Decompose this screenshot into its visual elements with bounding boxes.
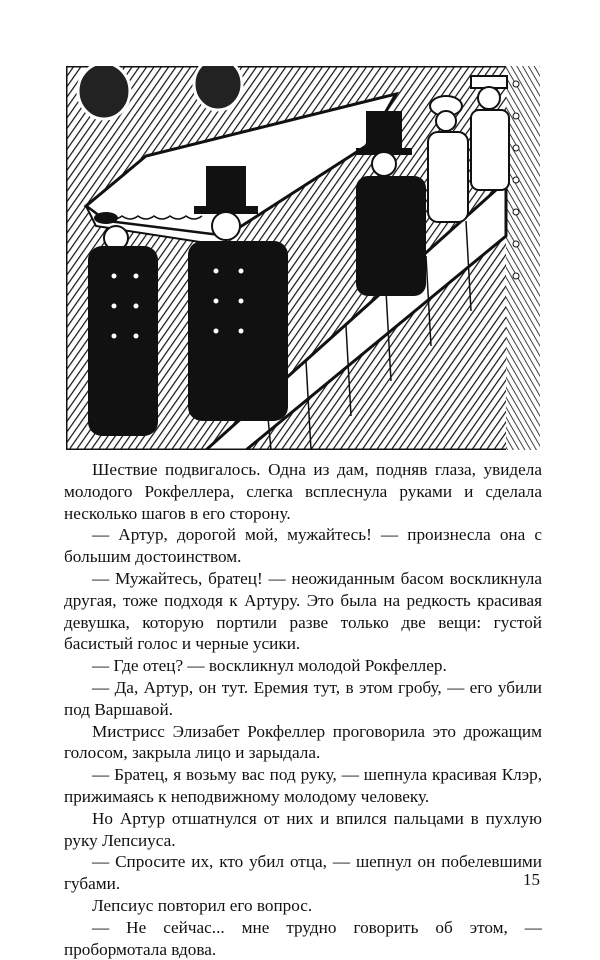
paragraph: — Мужайтесь, братец! — неожиданным басом воскликнула другая, тоже подходя к Артуру. Это была на редкость красивая девушка, которую портили разве только две вещи: густой басистый голос и черные усики.: [64, 568, 542, 654]
illustration-funeral-procession: [66, 66, 540, 450]
paragraph: Мистрисс Элизабет Рокфеллер проговорила это дрожащим голосом, закрыла лицо и зарыдала.: [64, 721, 542, 763]
page-number: 15: [523, 870, 540, 889]
body-text: [64, 459, 542, 960]
paragraph: — Да, Артур, он тут. Еремия тут, в этом гробу, — его убили под Варшавой.: [64, 677, 542, 719]
paragraph: — Артур, дорогой мой, мужайтесь! — произнесла она с большим достоинством.: [64, 525, 542, 567]
paragraph: — Не сейчас... мне трудно говорить об этом, — пробормотала вдова.: [64, 917, 542, 959]
paragraph: Но Артур отшатнулся от них и впился пальцами в пухлую руку Лепсиуса.: [64, 808, 542, 850]
paragraph: Шествие подвигалось. Одна из дам, подняв глаза, увидела молодого Рокфеллера, слегка всплеснула руками и сделала несколько шагов в его сторону.: [64, 460, 542, 523]
paragraph: — Где отец? — воскликнул молодой Рокфеллер.: [92, 656, 447, 676]
paragraph: Лепсиус повторил его вопрос.: [92, 895, 313, 915]
illustration-drawing: [66, 66, 540, 450]
paragraph: — Спросите их, кто убил отца, — шепнул он побелевшими губами.: [64, 852, 542, 894]
paragraph: — Братец, я возьму вас под руку, — шепнула красивая Клэр, прижимаясь к неподвижному молодому человеку.: [64, 765, 542, 806]
